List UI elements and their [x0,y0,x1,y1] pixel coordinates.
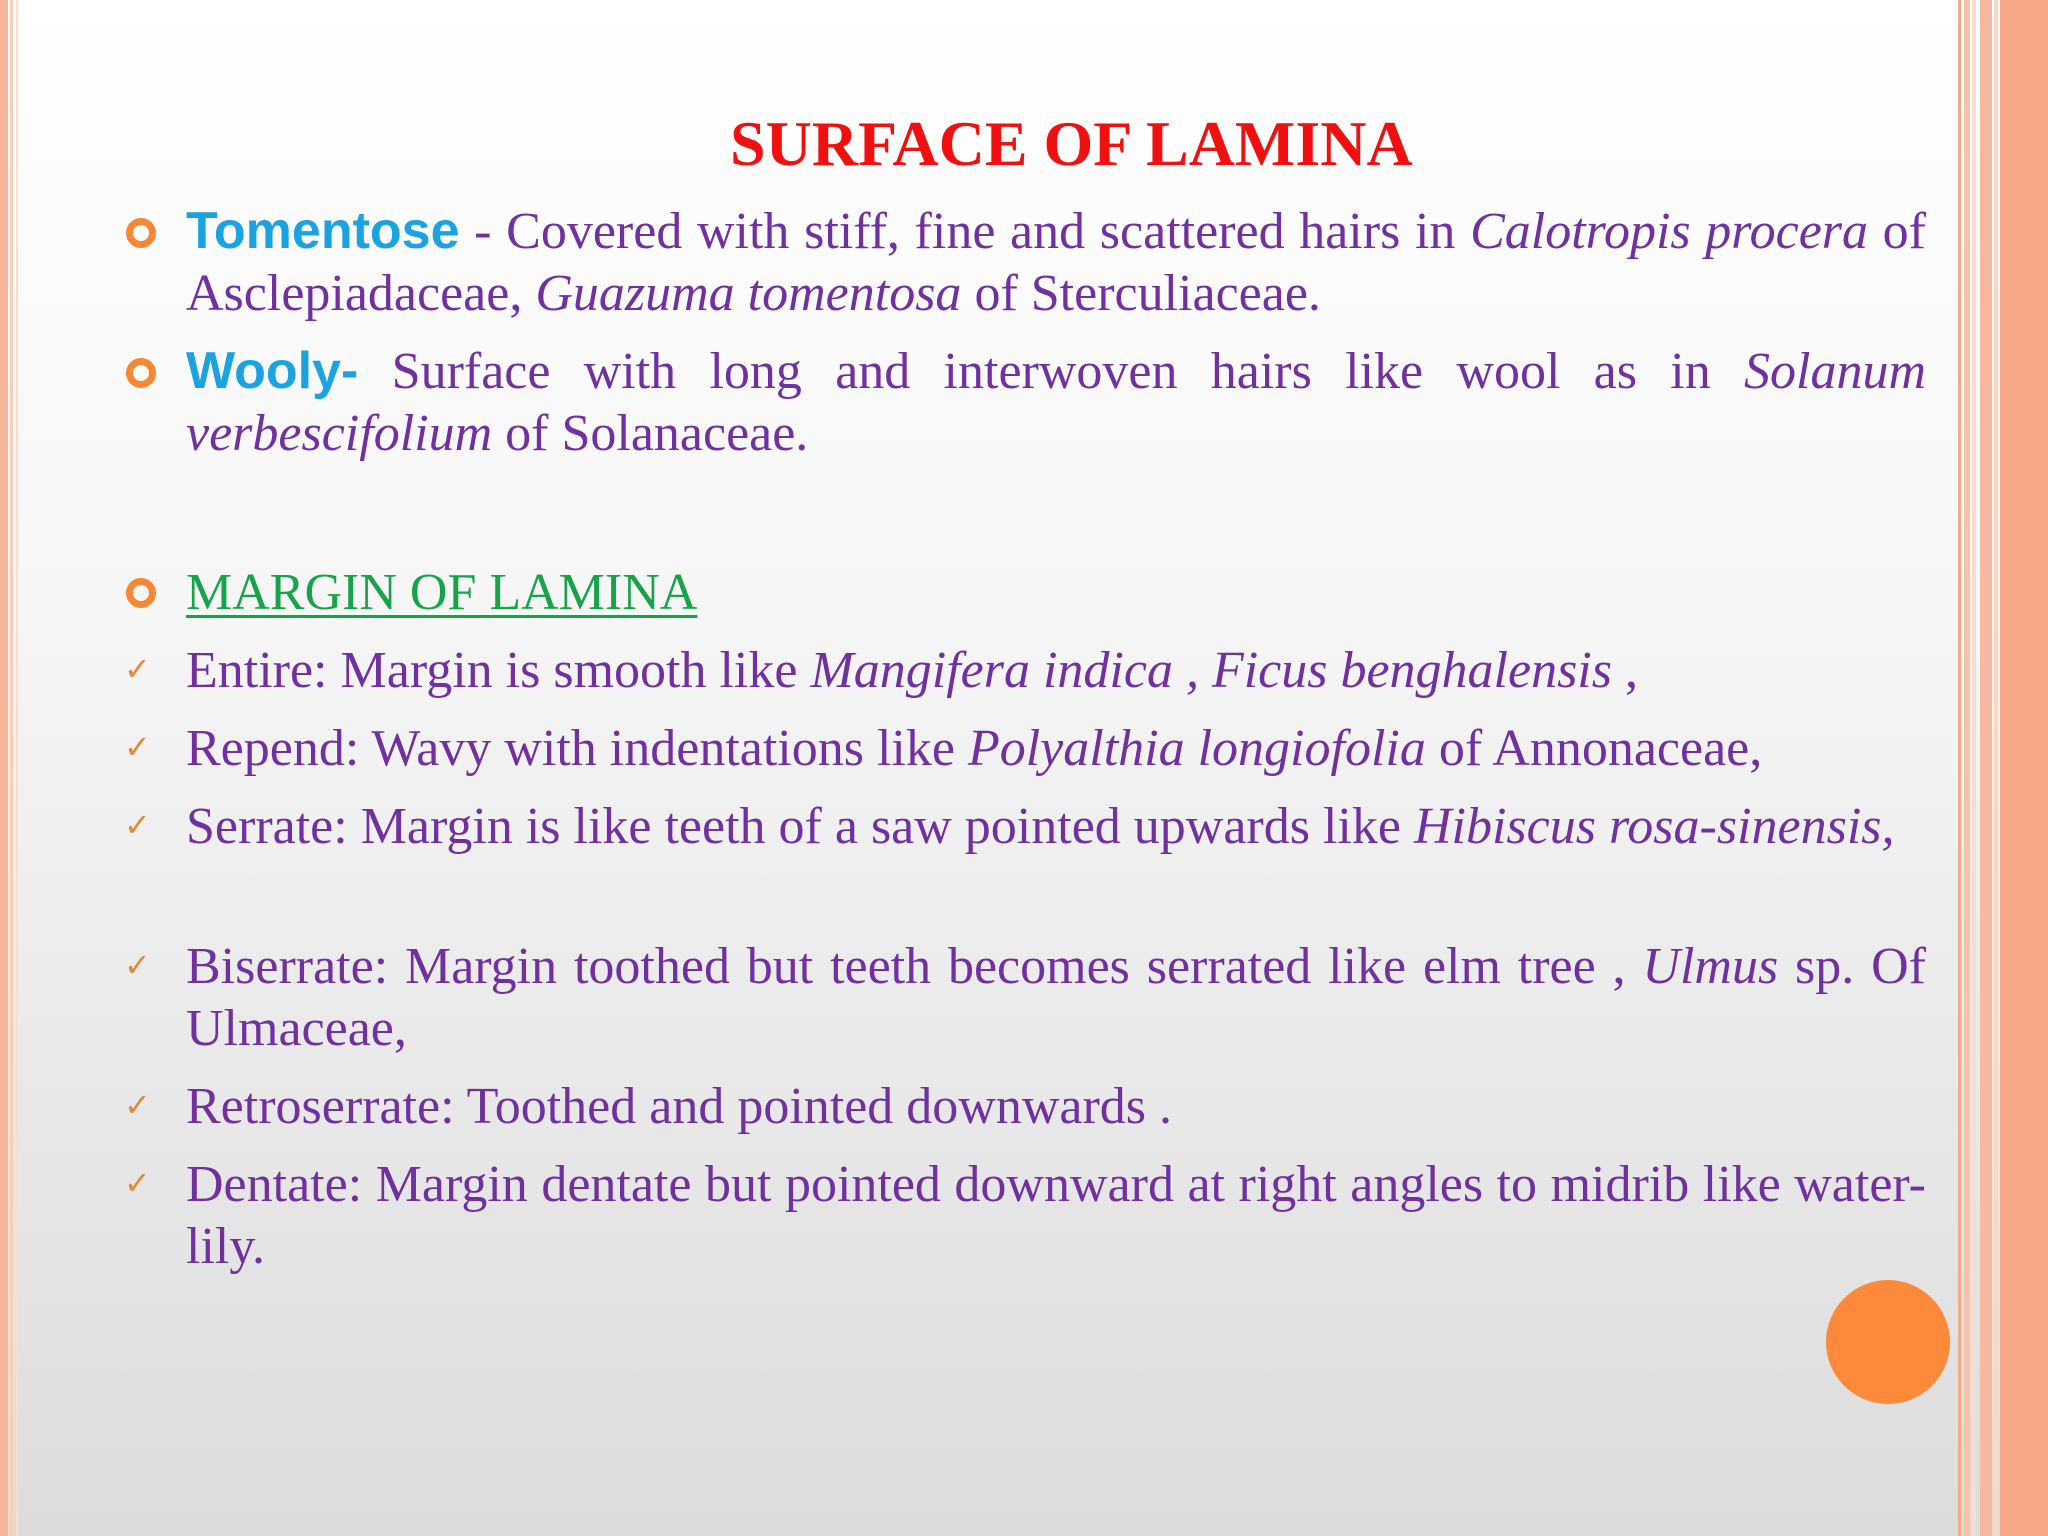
checkmark-icon: ✓ [124,650,151,688]
margin-item-repend [186,718,1926,780]
species-name: Calotropis procera [1470,203,1869,260]
right-border-stripe [1958,0,1961,1536]
margin-item-entire [186,640,1926,702]
item-text: Serrate: Margin is like teeth of a saw pointed upwards like [186,798,1414,855]
item-text: Repend: Wavy with indentations like [186,720,968,777]
checkmark-icon: ✓ [124,1164,151,1202]
checkmark-icon: ✓ [124,946,151,984]
decorative-orange-circle [1826,1280,1950,1404]
item-text: sp. Of Ulmaceae, [186,938,1926,1057]
bullet-circle-icon [126,218,156,248]
species-name: Guazuma tomentosa [535,265,962,322]
item-text: Biserrate: Margin toothed but teeth becomes serrated like elm tree , [186,938,1643,995]
section-heading-margin: MARGIN OF LAMINA [186,564,698,621]
right-border-stripe [2000,0,2048,1536]
separator [358,343,391,400]
right-border-stripe [1964,0,1970,1536]
surface-item-wooly [186,340,1926,465]
left-border-stripe [0,0,8,1536]
margin-item-serrate [186,796,1926,858]
species-name: Polyalthia longiofolia [967,720,1426,777]
term-label: Wooly- [186,342,359,400]
margin-item-biserrate [186,936,1926,1060]
species-name: Hibiscus rosa-sinensis, [1413,798,1895,855]
bullet-circle-icon [126,358,156,388]
item-text: of Solanaceae. [492,405,809,462]
item-text: Covered with stiff, fine and scattered hairs in [506,203,1471,260]
separator: - [459,203,507,260]
item-text: of Sterculiaceae. [961,265,1321,322]
species-name: Ulmus [1642,938,1779,995]
margin-item-retroserrate [186,1076,1926,1138]
checkmark-icon: ✓ [124,728,151,766]
checkmark-icon: ✓ [124,1086,151,1124]
item-text: Entire: Margin is smooth like [186,642,811,699]
right-border-stripe [1980,0,1992,1536]
species-name: Mangifera indica , Ficus benghalensis [810,642,1612,699]
margin-item-dentate [186,1154,1926,1278]
term-label: Tomentose [186,202,460,260]
item-text: of Annonaceae, [1425,720,1763,777]
slide-title: SURFACE OF LAMINA [730,108,1413,179]
item-text: of Asclepiadaceae, [186,203,1926,322]
right-border-stripe [1972,0,1976,1536]
right-border-stripe [1994,0,1998,1536]
checkmark-icon: ✓ [124,806,151,844]
item-text: Dentate: Margin dentate but pointed downward at right angles to midrib like water-lily. [186,1156,1926,1275]
left-border-stripe [16,0,18,1536]
item-text: , [1612,642,1638,699]
item-text: Surface with long and interwoven hairs like wool as in [391,343,1745,400]
species-name: Solanum verbescifolium [186,343,1927,462]
surface-item-tomentose [186,200,1926,325]
bullet-circle-icon [126,578,156,608]
item-text: Retroserrate: Toothed and pointed downwards . [186,1078,1173,1135]
left-border-stripe [10,0,13,1536]
